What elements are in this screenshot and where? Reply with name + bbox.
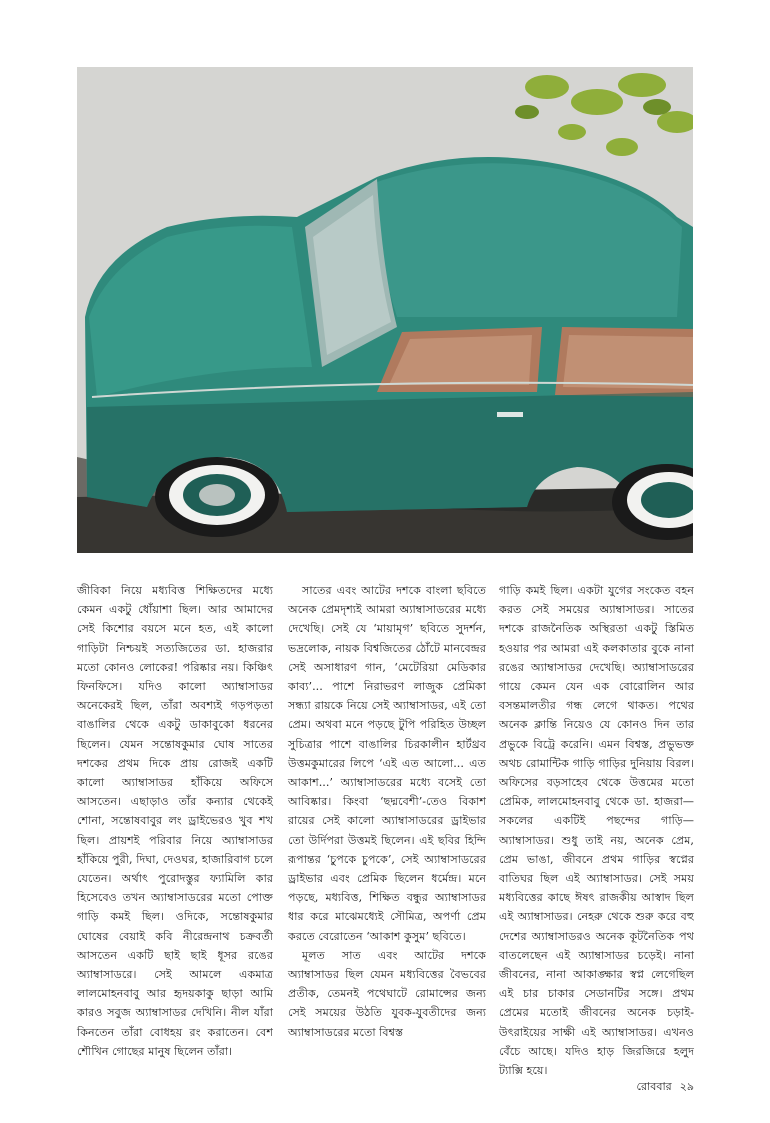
- magazine-name: রোববার: [636, 1080, 672, 1093]
- paragraph: সাতের এবং আটের দশকে বাংলা ছবিতে অনেক প্রেমদৃশ্যই আমরা অ্যাম্বাসাডরের মধ্যে দেখেছি। সেই যে ‘মায়ামৃগ’ ছবিতে সুদর্শন, ভদ্রলোক, নায়ক বিশ্বজিতের ঠোঁটে মানবেন্দ্রর সেই অসাধারণ গান, ‘মেটেরিয়া মেডিকার কাব্য’... পাশে নিরাভরণ লাজুক প্রেমিকা সন্ধ্যা রায়কে নিয়ে সেই অ্যাম্বাসাডর, এই তো প্রেম। অথবা মনে পড়ছে টুপি পরিহিত উচ্ছল সুচিত্রার পাশে বাঙালির চিরকালীন হার্টথ্রব উত্তমকুমারের লিপে ‘এই এত আলো... এত আকাশ...’ অ্যাম্বাসাডরের মধ্যে বসেই তো আবিষ্কার। কিংবা ‘ছদ্মবেশী’-তেও বিকাশ রায়ের সেই কালো অ্যাম্বাসাডরের ড্রাইভার তো উর্দিপরা উত্তমই ছিলেন। এই ছবির হিন্দি রূপান্তর ‘চুপকে চুপকে’, সেই অ্যাম্বাসাডরের ড্রাইভার এবং প্রেমিক ছিলেন ধর্মেন্দ্র। মনে পড়ছে, মধ্যবিত্ত, শিক্ষিত বন্ধুর অ্যাম্বাসাডর ধার করে মাঝেমধ্যেই সৌমিত্র, অপর্ণা প্রেম করতে বেরোতেন ‘আকাশ কুসুম’ ছবিতে।: [288, 584, 486, 943]
- page-number: ২৯: [679, 1080, 694, 1093]
- article-column-3: [499, 581, 694, 1080]
- page-footer: [629, 1078, 695, 1097]
- paragraph: জীবিকা নিয়ে মধ্যবিত্ত শিক্ষিতদের মধ্যে কেমন একটু ধোঁয়াশা ছিল। আর আমাদের সেই কিশোর বয়সে মনে হত, এই কালো গাড়িটা নিশ্চয়ই সত্যজিতের ডা. হাজরার মতো কোনও লোকের! পরিষ্কার নয়। কিঞ্চিৎ ফিনফিসে। যদিও কালো অ্যাম্বাসাডর অনেকেরই ছিল, তাঁরা অবশ্যই গড়পড়তা বাঙালির থেকে একটু ডাকাবুকো ধরনের ছিলেন। যেমন সন্তোষকুমার ঘোষ সাতের দশকের প্রথম দিকে প্রায় রোজই একটি কালো অ্যাম্বাসাডর হাঁকিয়ে অফিসে আসতেন। এছাড়াও তাঁর কন্যার থেকেই শোনা, সন্তোষবাবুর লং ড্রাইভেরও খুব শখ ছিল। প্রায়শই পরিবার নিয়ে অ্যাম্বাসাডর হাঁকিয়ে পুরী, দিঘা, দেওঘর, হাজারিবাগ চলে যেতেন। অর্থাৎ পুরোদস্তুর ফ্যামিলি কার হিসেবেও তখন অ্যাম্বাসাডরের মতো পোক্ত গাড়ি কমই ছিল। ওদিকে, সন্তোষকুমার ঘোষের বেয়াই কবি নীরেন্দ্রনাথ চক্রবর্তী আসতেন একটি ছাই ছাই ধূসর রঙের অ্যাম্বাসাডরে। সেই আমলে একমাত্র লালমোহনবাবু আর হৃদয়কাকু ছাড়া আমি কারও সবুজ অ্যাম্বাসাডর দেখিনি। নীল যাঁরা কিনতেন তাঁরা বোধহয় রং করাতেন। বেশ শৌখিন গোছের মানুষ ছিলেন তাঁরা।: [77, 584, 273, 1058]
- car-photo: [77, 67, 693, 553]
- article-column-2: [288, 581, 486, 1042]
- article-column-1: [77, 581, 273, 1061]
- paragraph: মূলত সাত এবং আটের দশকে অ্যাম্বাসাডর ছিল যেমন মধ্যবিত্তের বৈভবের প্রতীক, তেমনই পথেঘাটে রোমান্সের জন্য সেই সময়ের উঠতি যুবক-যুবতীদের জন্য অ্যাম্বাসাডরের মতো বিশ্বস্ত: [288, 948, 486, 1039]
- paragraph: গাড়ি কমই ছিল। একটা যুগের সংকেত বহন করত সেই সময়ের অ্যাম্বাসাডর। সাতের দশকে রাজনৈতিক অস্থিরতা একটু স্তিমিত হওয়ার পর আমরা এই কলকাতার বুকে নানা রঙের অ্যাম্বাসাডর দেখেছি। অ্যাম্বাসাডরের গায়ে কেমন যেন এক বোরোলিন আর বসন্তমালতীর গন্ধ লেগে থাকত। পথের অনেক ক্লান্তি নিয়েও যে কোনও দিন তার প্রভুকে বিট্রে করেনি। এমন বিশ্বস্ত, প্রভুভক্ত অথচ রোমান্টিক গাড়ি গাড়ির দুনিয়ায় বিরল। অফিসের বড়সাহেব থেকে উত্তমের মতো প্রেমিক, লালমোহনবাবু থেকে ডা. হাজরা— সকলের একটিই পছন্দের গাড়ি— অ্যাম্বাসাডর। শুধু তাই নয়, অনেক প্রেম, প্রেম ভাঙা, জীবনে প্রথম গাড়ির স্বপ্নের বাতিঘর ছিল এই অ্যাম্বাসাডর। সেই সময় মধ্যবিত্তের কাছে ঈষৎ রাজকীয় আস্বাদ ছিল এই অ্যাম্বাসাডর। নেহরু থেকে শুরু করে বহু দেশের অ্যাম্বাসাডরও অনেক কূটনৈতিক পথ বাতলেছেন এই অ্যাম্বাসাডর চড়েই। নানা জীবনের, নানা আকাঙ্ক্ষার স্বপ্ন লেগেছিল এই চার চাকার সেডানটির সঙ্গে। প্রথম প্রেমের মতোই জীবনের অনেক চড়াই-উৎরাইয়ের সাক্ষী এই অ্যাম্বাসাডর। এখনও বেঁচে আছে। যদিও হাড় জিরজিরে হলুদ ট্যাক্সি হয়ে।: [499, 584, 694, 1078]
- car-illustration: [77, 67, 693, 553]
